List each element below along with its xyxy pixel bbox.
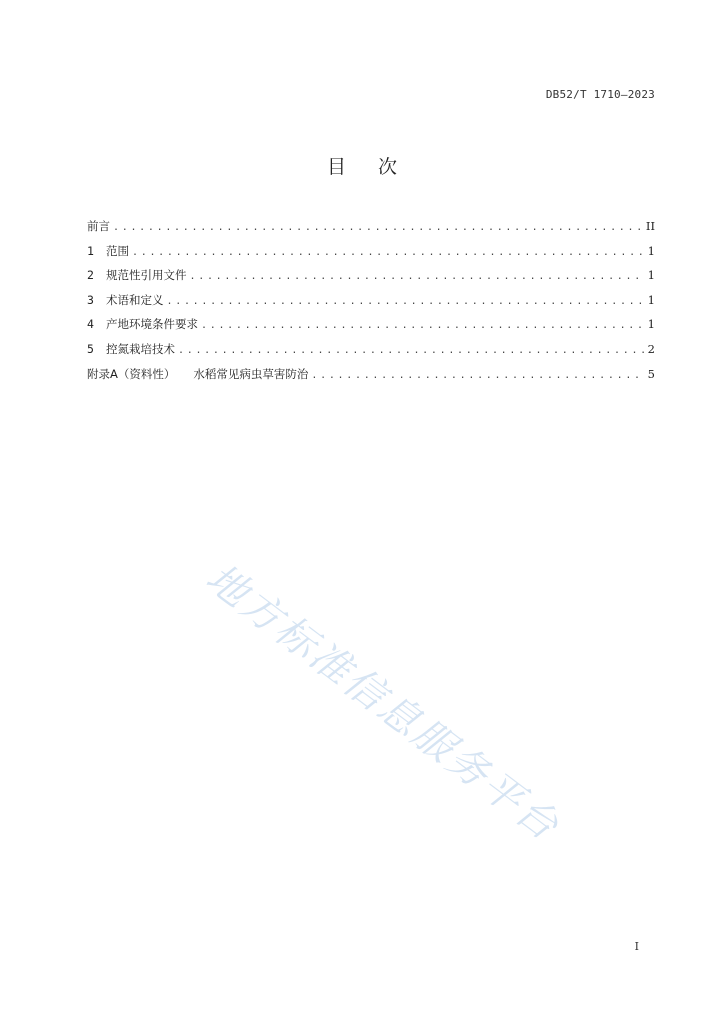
toc-entry-label: 产地环境条件要求 <box>106 317 198 332</box>
toc-dot-leader <box>167 296 644 307</box>
page-title: 目次 <box>326 156 429 178</box>
toc-entry-subtitle: 水稻常见病虫草害防治 <box>193 366 309 381</box>
toc-entry-label: 控氮栽培技术 <box>106 341 175 356</box>
toc-entry-page: 1 <box>647 268 655 283</box>
toc-dot-leader <box>132 247 644 258</box>
toc-dot-leader <box>113 222 642 233</box>
page-number: I <box>634 940 639 953</box>
toc-entry-label: 前言 <box>87 219 110 233</box>
toc-entry-page: 2 <box>647 341 655 356</box>
toc-entry-label: 术语和定义 <box>106 292 164 307</box>
toc-dot-leader <box>178 345 644 356</box>
toc-entry-number: 2 <box>87 268 94 283</box>
toc-entry-number: 3 <box>87 292 94 307</box>
watermark-text: 地方标准信息服务平台 <box>197 555 569 851</box>
toc-entry-number: 4 <box>87 317 94 332</box>
toc-entry-label: 附录A（资料性） <box>87 366 176 381</box>
toc-dot-leader <box>201 320 644 331</box>
toc-entry-number: 5 <box>87 341 94 356</box>
toc-dot-leader <box>190 271 644 282</box>
toc-entry-page: 1 <box>647 292 655 307</box>
toc-entry-terms-definitions[interactable] <box>87 292 655 317</box>
toc-dot-leader <box>311 370 643 381</box>
toc-entry-page: II <box>645 219 655 233</box>
toc-entry-cultivation-technique[interactable] <box>87 341 655 366</box>
toc-entry-scope[interactable] <box>87 243 655 268</box>
toc-entry-environment-requirements[interactable] <box>87 316 655 341</box>
toc-entry-foreword[interactable] <box>87 218 655 243</box>
table-of-contents <box>87 218 655 390</box>
toc-entry-label: 范围 <box>106 243 129 258</box>
toc-entry-normative-references[interactable] <box>87 267 655 292</box>
toc-entry-label: 规范性引用文件 <box>106 268 187 283</box>
toc-entry-page: 5 <box>647 366 655 381</box>
document-code: DB52/T 1710—2023 <box>545 88 655 101</box>
toc-entry-page: 1 <box>647 317 655 332</box>
toc-entry-number: 1 <box>87 243 94 258</box>
toc-entry-page: 1 <box>647 243 655 258</box>
toc-entry-appendix-a[interactable] <box>87 366 655 391</box>
